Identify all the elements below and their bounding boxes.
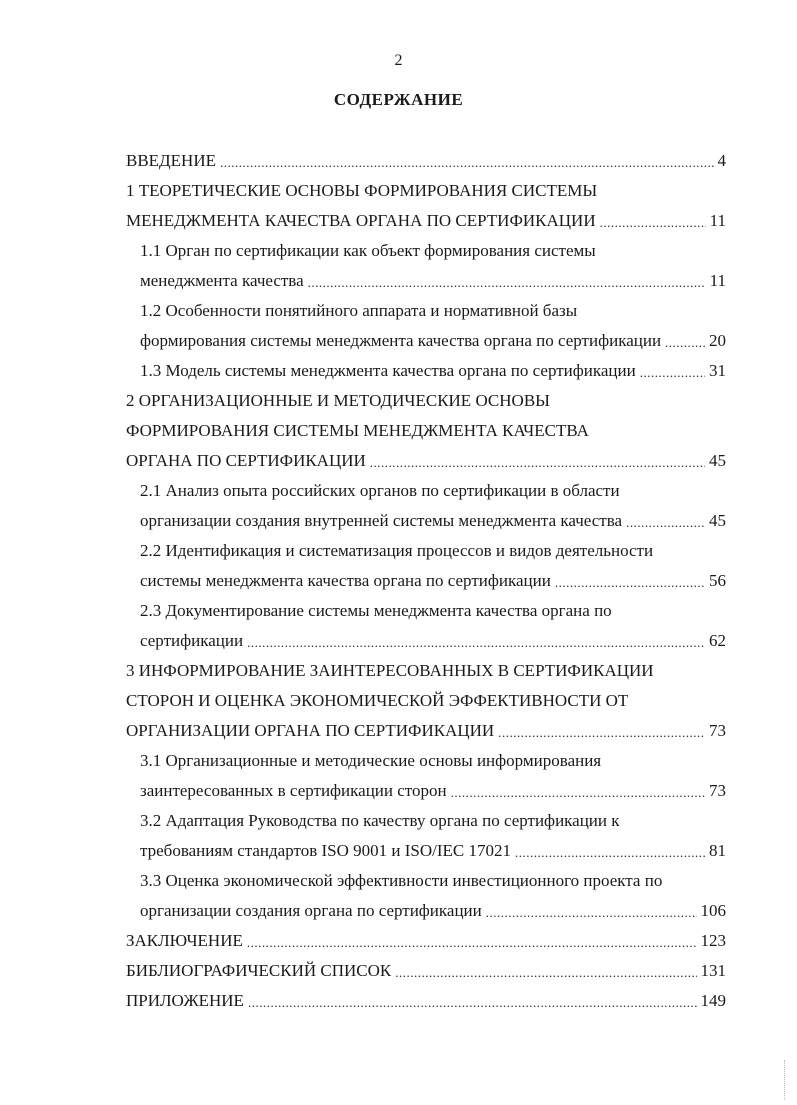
toc-entry-conclusion: ЗАКЛЮЧЕНИЕ ..... 123 <box>126 928 726 952</box>
toc-entry-chapter-3-line-2: СТОРОН И ОЦЕНКА ЭКОНОМИЧЕСКОЙ ЭФФЕКТИВНОСТИ ОТ <box>126 691 629 710</box>
toc-entry-section-2-1-line-1: 2.1 Анализ опыта российских органов по сертификации в области <box>140 481 620 500</box>
toc-entry-section-2-2-line-2: системы менеджмента качества органа по сертификации ..... 56 <box>140 568 726 592</box>
toc-entry-section-3-3-line-2: организации создания органа по сертификации ..... 106 <box>140 898 726 922</box>
toc-entry-section-1-1-line-2: менеджмента качества ..... 11 <box>140 268 726 292</box>
toc-entry-chapter-1-line-1: 1 ТЕОРЕТИЧЕСКИЕ ОСНОВЫ ФОРМИРОВАНИЯ СИСТЕМЫ <box>126 181 598 200</box>
toc-entry-section-3-3-line-1: 3.3 Оценка экономической эффективности инвестиционного проекта по <box>140 871 663 890</box>
toc-entry-section-1-2-line-2: формирования системы менеджмента качества органа по сертификации ..... 20 <box>140 328 726 352</box>
toc-entry-introduction: ВВЕДЕНИЕ ..... 4 <box>126 148 726 172</box>
toc-entry-chapter-3-line-3: ОРГАНИЗАЦИИ ОРГАНА ПО СЕРТИФИКАЦИИ ..... 73 <box>126 718 726 742</box>
toc-entry-section-1-3: 1.3 Модель системы менеджмента качества органа по сертификации ..... 31 <box>140 358 726 382</box>
scan-edge-mark <box>784 1060 787 1100</box>
toc-entry-chapter-3-line-1: 3 ИНФОРМИРОВАНИЕ ЗАИНТЕРЕСОВАННЫХ В СЕРТИФИКАЦИИ <box>126 661 654 680</box>
toc-entry-section-2-3-line-1: 2.3 Документирование системы менеджмента качества органа по <box>140 601 612 620</box>
toc-title: СОДЕРЖАНИЕ <box>333 90 464 109</box>
toc-entry-chapter-2-line-3: ОРГАНА ПО СЕРТИФИКАЦИИ ..... 45 <box>126 448 726 472</box>
toc-entry-section-3-2-line-1: 3.2 Адаптация Руководства по качеству органа по сертификации к <box>140 811 620 830</box>
toc-entry-section-2-3-line-2: сертификации ..... 62 <box>140 628 726 652</box>
toc-entry-section-3-2-line-2: требованиям стандартов ISO 9001 и ISO/IEC 17021 ..... 81 <box>140 838 726 862</box>
toc-entry-chapter-2-line-2: ФОРМИРОВАНИЯ СИСТЕМЫ МЕНЕДЖМЕНТА КАЧЕСТВА <box>126 421 589 440</box>
toc-entry-chapter-1-line-2: МЕНЕДЖМЕНТА КАЧЕСТВА ОРГАНА ПО СЕРТИФИКАЦИИ ..... 11 <box>126 208 726 232</box>
toc-entry-section-2-2-line-1: 2.2 Идентификация и систематизация процессов и видов деятельности <box>140 541 654 560</box>
toc-entry-section-1-2-line-1: 1.2 Особенности понятийного аппарата и нормативной базы <box>140 301 578 320</box>
toc-entry-appendix: ПРИЛОЖЕНИЕ ..... 149 <box>126 988 726 1012</box>
page-number: 2 <box>394 52 403 69</box>
toc-entry-section-2-1-line-2: организации создания внутренней системы менеджмента качества ..... 45 <box>140 508 726 532</box>
toc-entry-section-3-1-line-1: 3.1 Организационные и методические основы информирования <box>140 751 602 770</box>
toc-entry-section-3-1-line-2: заинтересованных в сертификации сторон ..... 73 <box>140 778 726 802</box>
toc-entry-section-1-1-line-1: 1.1 Орган по сертификации как объект формирования системы <box>140 241 596 260</box>
toc-entry-bibliography: БИБЛИОГРАФИЧЕСКИЙ СПИСОК ..... 131 <box>126 958 726 982</box>
toc-entry-chapter-2-line-1: 2 ОРГАНИЗАЦИОННЫЕ И МЕТОДИЧЕСКИЕ ОСНОВЫ <box>126 391 550 410</box>
